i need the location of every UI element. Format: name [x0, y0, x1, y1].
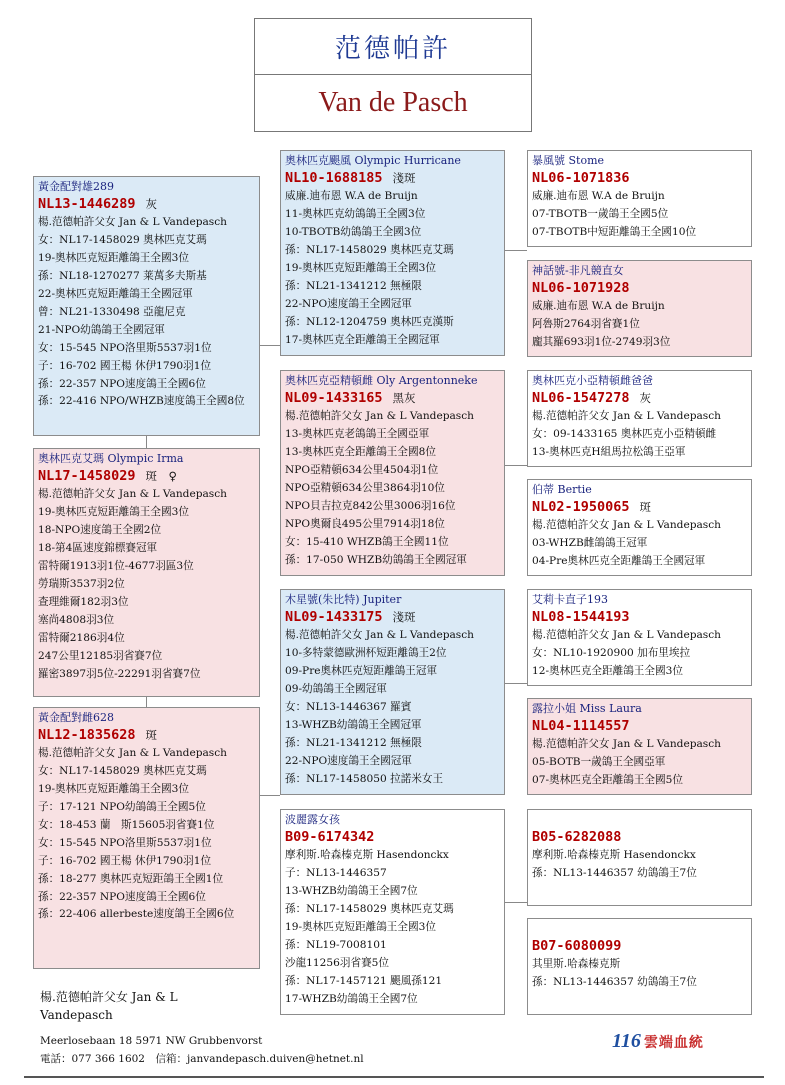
bird-color: 斑 ♀ — [145, 469, 177, 483]
info-line: 孫：22-416 NPO/WHZB速度鴿王全國8位 — [38, 395, 245, 407]
pedigree-card-bolero — [280, 809, 505, 1015]
pedigree-card-argentonneke-father — [527, 370, 752, 467]
bird-name: 露拉小姐 Miss Laura — [532, 702, 642, 715]
info-line: 女：NL13-1446367 羅賓 — [285, 701, 412, 713]
contact-info — [40, 1032, 364, 1068]
site-logo — [612, 1030, 704, 1053]
info-line: 女：18-453 蘭 斯15605羽省賽1位 — [38, 819, 215, 831]
bird-name: 伯蒂 Bertie — [532, 483, 592, 496]
info-line: 孫：NL13-1446357 幼鴿鴿王7位 — [532, 976, 697, 988]
ring-number: B05-6282088 — [532, 829, 622, 845]
info-line: 10-TBOTB幼鴿鴿王全國3位 — [285, 226, 422, 238]
info-line: 孫：NL21-1341212 無極限 — [285, 280, 422, 292]
connector — [260, 795, 280, 796]
info-line: 孫：NL19-7008101 — [285, 939, 387, 951]
ring-number: B07-6080099 — [532, 938, 622, 954]
pedigree-card-sire — [33, 176, 260, 436]
bird-color: 斑 — [145, 728, 158, 742]
info-line: 19-奧林匹克短距離鴿王全國3位 — [38, 783, 189, 795]
bird-color: 灰 — [145, 197, 158, 211]
bird-color: 斑 — [639, 500, 652, 514]
info-line: 11-奧林匹克幼鴿鴿王全國3位 — [285, 208, 426, 220]
title-english: Van de Pasch — [318, 87, 468, 118]
info-line: 03-WHZB雌鴿鴿王冠軍 — [532, 537, 648, 549]
info-line: 子：17-121 NPO幼鴿鴿王全國5位 — [38, 801, 206, 813]
ring-number: NL10-1688185 淺斑 — [285, 170, 416, 186]
info-line: 孫：NL12-1204759 奧林匹克漢斯 — [285, 316, 454, 328]
info-line: 女：09-1433165 奧林匹克小亞精頓雌 — [532, 428, 717, 440]
info-line: 塞尚4808羽3位 — [38, 614, 115, 626]
info-line: 13-奧林匹克全距離鴿王全國8位 — [285, 446, 436, 458]
info-line: 07-TBOTB一歲鴿王全國5位 — [532, 208, 669, 220]
info-line: 子：NL13-1446357 — [285, 867, 387, 879]
connector — [260, 345, 280, 346]
bird-color: 黑灰 — [392, 391, 416, 405]
ring-number: NL06-1071928 — [532, 280, 630, 296]
info-line: 楊.范德帕許父女 Jan & L Vandepasch — [38, 747, 227, 759]
ring-number: NL12-1835628 斑 — [38, 727, 158, 743]
info-line: 孫：NL17-1458029 奧林匹克艾瑪 — [285, 244, 454, 256]
bird-color: 淺斑 — [392, 610, 416, 624]
info-line: 阿魯斯2764羽省賽1位 — [532, 318, 640, 330]
info-line: 孫：22-406 allerbeste速度鴿王全國6位 — [38, 908, 235, 920]
ring-number: NL06-1071836 — [532, 170, 630, 186]
info-line: 17-WHZB幼鴿鴿王全國7位 — [285, 993, 418, 1005]
connector — [146, 436, 147, 448]
info-line: 孫：NL17-1458050 拉諾米女王 — [285, 773, 444, 785]
info-line: 18-第4區速度錦標賽冠軍 — [38, 542, 158, 554]
ring-number: NL04-1114557 — [532, 718, 630, 734]
info-line: 楊.范德帕許父女 Jan & L Vandepasch — [532, 410, 721, 422]
info-line: 女：15-545 NPO洛里斯5537羽1位 — [38, 837, 212, 849]
ring-number: NL17-1458029 斑 ♀ — [38, 468, 177, 484]
info-line: 楊.范德帕許父女 Jan & L Vandepasch — [38, 216, 227, 228]
ring-number: NL02-1950065 斑 — [532, 499, 652, 515]
info-line: 孫：NL17-1458029 奧林匹克艾瑪 — [285, 903, 454, 915]
info-line: 楊.范德帕許父女 Jan & L Vandepasch — [532, 738, 721, 750]
info-line: 17-奧林匹克全距離鴿王全國冠軍 — [285, 334, 440, 346]
info-line: 19-奧林匹克短距離鴿王全國3位 — [285, 921, 436, 933]
logo-text: 雲端血統 — [643, 1034, 704, 1051]
info-line: 孫：NL17-1457121 颶風孫121 — [285, 975, 443, 987]
bird-name: 奧林匹克颶風 Olympic Hurricane — [285, 154, 461, 167]
info-line: 05-BOTB一歲鴿王全國亞軍 — [532, 756, 666, 768]
info-line: NPO亞精頓634公里4504羽1位 — [285, 464, 439, 476]
pedigree-card-jupiter — [280, 589, 505, 795]
info-line: 孫：NL18-1270277 莱萬多夫斯基 — [38, 270, 207, 282]
info-line: 10-多特蒙德歐洲杯短距離鴿王2位 — [285, 647, 447, 659]
info-line: 楊.范德帕許父女 Jan & L Vandepasch — [285, 410, 474, 422]
bottom-divider — [24, 1076, 764, 1078]
info-line: 子：16-702 國王楊 休伊1790羽1位 — [38, 360, 212, 372]
info-line: 楊.范德帕許父女 Jan & L Vandepasch — [532, 629, 721, 641]
info-line: 女：15-410 WHZB鴿王全國11位 — [285, 536, 449, 548]
info-line: 女：NL10-1920900 加布里埃拉 — [532, 647, 691, 659]
info-line: 威廉.迪布恩 W.A de Bruijn — [532, 300, 665, 312]
info-line: NPO奧爾良495公里7914羽18位 — [285, 518, 445, 530]
bird-name: 木星號(朱比特) Jupiter — [285, 593, 402, 606]
connector — [505, 465, 527, 466]
info-line: 09-幼鴿鴿王全國冠軍 — [285, 683, 387, 695]
info-line: 247公里12185羽省賽7位 — [38, 650, 163, 662]
info-line: 摩利斯.哈森榛克斯 Hasendonckx — [532, 849, 696, 861]
info-line: 孫：22-357 NPO速度鴿王全國6位 — [38, 378, 206, 390]
info-line: 女：NL17-1458029 奧林匹克艾瑪 — [38, 765, 207, 777]
pedigree-card-erica — [527, 589, 752, 686]
info-line: 13-WHZB幼鴿鴿王全國7位 — [285, 885, 418, 897]
pedigree-card-b05 — [527, 809, 752, 906]
info-line: 18-NPO速度鴿王全國2位 — [38, 524, 162, 536]
info-line: 雷特爾1913羽1位-4677羽區3位 — [38, 560, 194, 572]
bird-name: 奧林匹克艾瑪 Olympic Irma — [38, 452, 184, 465]
bird-name: 暴風號 Stome — [532, 154, 605, 167]
ring-number: NL06-1547278 灰 — [532, 390, 652, 406]
info-line: 22-NPO速度鴿王全國冠軍 — [285, 755, 412, 767]
bird-name: 奧林匹克小亞精頓雌爸爸 — [532, 374, 653, 387]
info-line: 22-NPO速度鴿王全國冠軍 — [285, 298, 412, 310]
ring-number: NL08-1544193 — [532, 609, 630, 625]
info-line: 07-奧林匹克全距離鴿王全國5位 — [532, 774, 683, 786]
info-line: 19-奧林匹克短距離鴿王全國3位 — [38, 506, 189, 518]
connector — [146, 697, 147, 707]
pedigree-card-goddess — [527, 260, 752, 357]
info-line: 其里斯.哈森榛克斯 — [532, 958, 621, 970]
info-line: 孫：18-277 奧林匹克短距鴿王全國1位 — [38, 873, 224, 885]
info-line: 13-WHZB幼鴿鴿王全國冠軍 — [285, 719, 422, 731]
info-line: 子：16-702 國王楊 休伊1790羽1位 — [38, 855, 212, 867]
info-line: 孫：NL21-1341212 無極限 — [285, 737, 422, 749]
pedigree-card-irma — [33, 448, 260, 697]
info-line: 孫：NL13-1446357 幼鴿鴿王7位 — [532, 867, 697, 879]
info-line: 13-奧林匹克H組馬拉松鴿王亞軍 — [532, 446, 686, 458]
info-line: 孫：17-050 WHZB幼鴿鴿王全國冠軍 — [285, 554, 467, 566]
info-line: 威廉.迪布恩 W.A de Bruijn — [532, 190, 665, 202]
ring-number: NL13-1446289 灰 — [38, 196, 158, 212]
info-line: 羅密3897羽5位-22291羽省賽7位 — [38, 668, 201, 680]
info-line: 龐其羅693羽1位-2749羽3位 — [532, 336, 671, 348]
title-box — [254, 18, 532, 132]
info-line: 曾：NL21-1330498 亞龍尼克 — [38, 306, 186, 318]
info-line: 威廉.迪布恩 W.A de Bruijn — [285, 190, 418, 202]
bird-name: 神話號-非凡競直女 — [532, 264, 624, 277]
info-line: 女：NL17-1458029 奧林匹克艾瑪 — [38, 234, 207, 246]
ring-number: B09-6174342 — [285, 829, 375, 845]
bird-name: 艾莉卡直子193 — [532, 593, 608, 606]
ring-number: NL09-1433165 黑灰 — [285, 390, 416, 406]
info-line: 13-奧林匹克老鴿鴿王全國亞軍 — [285, 428, 430, 440]
connector — [505, 683, 527, 684]
info-line: 19-奧林匹克短距離鴿王全國3位 — [38, 252, 189, 264]
bird-name: 波麗露女孩 — [285, 813, 340, 826]
info-line: 勞瑞斯3537羽2位 — [38, 578, 125, 590]
pedigree-card-laura — [527, 698, 752, 795]
pedigree-card-dam — [33, 707, 260, 969]
info-line: 22-奧林匹克短距離鴿王全國冠軍 — [38, 288, 193, 300]
info-line: 沙龍11256羽省賽5位 — [285, 957, 390, 969]
info-line: 楊.范德帕許父女 Jan & L Vandepasch — [285, 629, 474, 641]
info-line: 楊.范德帕許父女 Jan & L Vandepasch — [38, 488, 227, 500]
info-line: 07-TBOTB中短距離鴿王全國10位 — [532, 226, 697, 238]
bird-name: 黃金配對雄289 — [38, 180, 114, 193]
info-line: 09-Pre奧林匹克短距離鴿王冠軍 — [285, 665, 438, 677]
info-line: NPO貝吉拉克842公里3006羽16位 — [285, 500, 456, 512]
connector — [505, 902, 527, 903]
info-line: 孫：22-357 NPO速度鴿王全國6位 — [38, 891, 206, 903]
ring-number: NL09-1433175 淺斑 — [285, 609, 416, 625]
pedigree-card-b07 — [527, 918, 752, 1015]
info-line: 查理維爾182羽3位 — [38, 596, 129, 608]
pedigree-card-stome — [527, 150, 752, 247]
info-line: 12-奧林匹克全距離鴿王全國3位 — [532, 665, 683, 677]
info-line: 21-NPO幼鴿鴿王全國冠軍 — [38, 324, 165, 336]
info-line: 04-Pre奧林匹克全距離鴿王全國冠軍 — [532, 555, 706, 567]
bird-color: 淺斑 — [392, 171, 416, 185]
connector — [505, 250, 527, 251]
info-line: 女：15-545 NPO洛里斯5537羽1位 — [38, 342, 212, 354]
pedigree-card-bertie — [527, 479, 752, 576]
info-line: NPO亞精頓634公里3864羽10位 — [285, 482, 445, 494]
bird-name: 奧林匹克亞精頓雌 Oly Argentonneke — [285, 374, 478, 387]
logo-number: 116 — [612, 1030, 641, 1052]
phone-email: 電話：077 366 1602 信箱：janvandepasch.duiven@hetnet.nl — [40, 1053, 364, 1065]
info-line: 楊.范德帕許父女 Jan & L Vandepasch — [532, 519, 721, 531]
info-line: 摩利斯.哈森榛克斯 Hasendonckx — [285, 849, 449, 861]
info-line: 雷特爾2186羽4位 — [38, 632, 125, 644]
bird-name: 黃金配對雌628 — [38, 711, 114, 724]
pedigree-card-hurricane — [280, 150, 505, 356]
breeder-name: 楊.范德帕許父女 Jan & L Vandepasch — [40, 990, 178, 1022]
address: Meerlosebaan 18 5971 NW Grubbenvorst — [40, 1035, 263, 1047]
pedigree-card-argentonneke — [280, 370, 505, 576]
title-chinese: 范德帕許 — [255, 19, 531, 75]
bird-color: 灰 — [639, 391, 652, 405]
info-line: 19-奧林匹克短距離鴿王全國3位 — [285, 262, 436, 274]
